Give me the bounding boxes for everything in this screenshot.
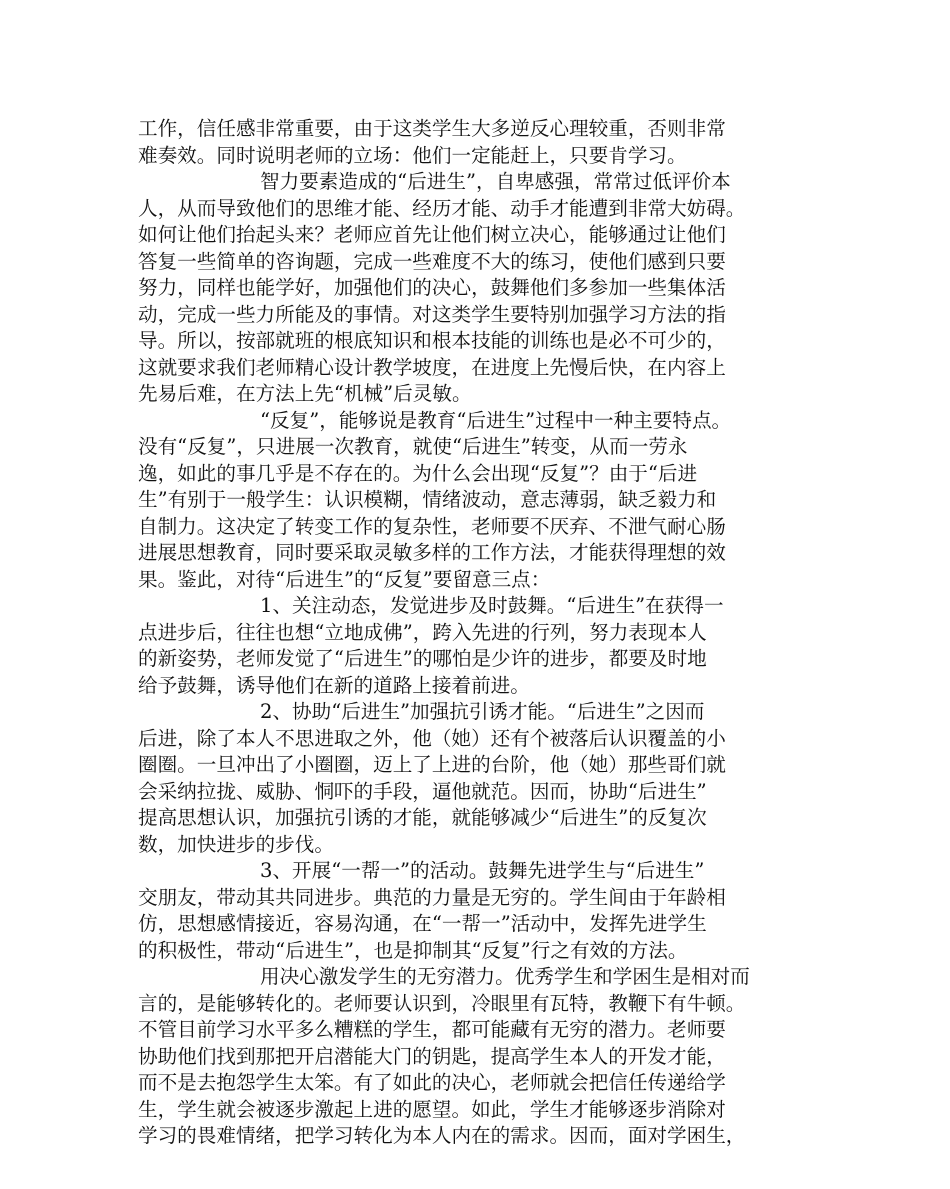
paragraph-start-line: 3、开展“一帮一”的活动。鼓舞先进学生与“后进生” — [260, 859, 705, 882]
text-line: 人，从而导致他们的思维才能、经历才能、动手才能遭到非常大妨碍。 — [138, 196, 746, 220]
text-line: 这就要求我们老师精心设计教学坡度，在进度上先慢后快，在内容上 — [138, 355, 726, 379]
text-line: 工作，信任感非常重要，由于这类学生大多逆反心理较重，否则非常 — [138, 117, 726, 140]
text-line: 如何让他们抬起头来？老师应首先让他们树立决心，能够通过让他们 — [138, 223, 726, 246]
text-line: 不管目前学习水平多么糟糕的学生，都可能藏有无穷的潜力。老师要 — [138, 1018, 726, 1041]
text-line: 难奏效。同时说明老师的立场：他们一定能赶上，只要肯学习。 — [138, 143, 687, 167]
text-line: 学习的畏难情绪，把学习转化为本人内在的需求。因而，面对学困生， — [138, 1124, 746, 1147]
text-line: 仿，思想感情接近，容易沟通，在“一帮一”活动中，发挥先进学生 — [138, 912, 707, 935]
paragraph-start-line: 用决心激发学生的无穷潜力。优秀学生和学困生是相对而 — [260, 965, 750, 988]
text-line: 点进步后，往往也想“立地成佛”，跨入先进的行列，努力表现本人 — [138, 620, 707, 644]
text-line: 数，加快进步的步伐。 — [138, 832, 334, 856]
text-line: 努力，同样也能学好，加强他们的决心，鼓舞他们多参加一些集体活 — [138, 276, 726, 299]
text-line: 逸，如此的事几乎是不存在的。为什么会出现“反复”？由于“后进 — [138, 461, 698, 485]
text-line: 后进，除了本人不思进取之外，他（她）还有个被落后认识覆盖的小 — [138, 726, 726, 750]
text-line: 导。所以，按部就班的根底知识和根本技能的训练也是必不可少的， — [138, 329, 726, 352]
text-line: 没有“反复”，只进展一次教育，就使“后进生”转变，从而一劳永 — [138, 435, 688, 458]
text-line: 生”有别于一般学生：认识模糊，情绪波动，意志薄弱，缺乏毅力和 — [138, 488, 717, 511]
text-line: 先易后难，在方法上先“机械”后灵敏。 — [138, 382, 472, 405]
text-line: 圈圈。一旦冲出了小圈圈，迈上了上进的台阶，他（她）那些哥们就 — [138, 753, 726, 776]
text-line: 动，完成一些力所能及的事情。对这类学生要特别加强学习方法的指 — [138, 302, 726, 326]
text-line: 答复一些简单的咨询题，完成一些难度不大的练习，使他们感到只要 — [138, 249, 726, 273]
text-line: 的新姿势，老师发觉了“后进生”的哪怕是少许的进步，都要及时地 — [138, 647, 707, 670]
text-line: 而不是去抱怨学生太笨。有了如此的决心，老师就会把信任传递给学 — [138, 1071, 726, 1094]
text-line: 生，学生就会被逐步激起上进的愿望。如此，学生才能够逐步消除对 — [138, 1097, 726, 1121]
text-line: 果。鉴此，对待“后进生”的“反复”要留意三点： — [138, 567, 551, 591]
text-line: 进展思想教育，同时要采取灵敏多样的工作方法，才能获得理想的效 — [138, 541, 726, 564]
text-line: 会采纳拉拢、威胁、恫吓的手段，逼他就范。因而，协助“后进生” — [138, 779, 707, 803]
text-line: 协助他们找到那把开启潜能大门的钥匙，提高学生本人的开发才能， — [138, 1044, 726, 1068]
text-line: 交朋友，带动其共同进步。典范的力量是无穷的。学生间由于年龄相 — [138, 885, 726, 909]
paragraph-start-line: 2、协助“后进生”加强抗引诱才能。“后进生”之因而 — [260, 700, 705, 723]
text-line: 提高思想认识，加强抗引诱的才能，就能够减少“后进生”的反复次 — [138, 806, 707, 829]
paragraph-start-line: “反复”，能够说是教育“后进生”过程中一种主要特点。 — [260, 408, 732, 432]
body-text — [138, 116, 830, 1150]
text-line: 自制力。这决定了转变工作的复杂性，老师要不厌弃、不泄气耐心肠 — [138, 514, 726, 538]
text-line: 的积极性，带动“后进生”，也是抑制其“反复”行之有效的方法。 — [138, 938, 688, 962]
paragraph-start-line: 1、关注动态，发觉进步及时鼓舞。“后进生”在获得一 — [260, 594, 724, 617]
text-line: 言的，是能够转化的。老师要认识到，冷眼里有瓦特，教鞭下有牛顿。 — [138, 991, 746, 1015]
paragraph-start-line: 智力要素造成的“后进生”，自卑感强，常常过低评价本 — [260, 170, 731, 193]
text-line: 给予鼓舞，诱导他们在新的道路上接着前进。 — [138, 673, 530, 697]
